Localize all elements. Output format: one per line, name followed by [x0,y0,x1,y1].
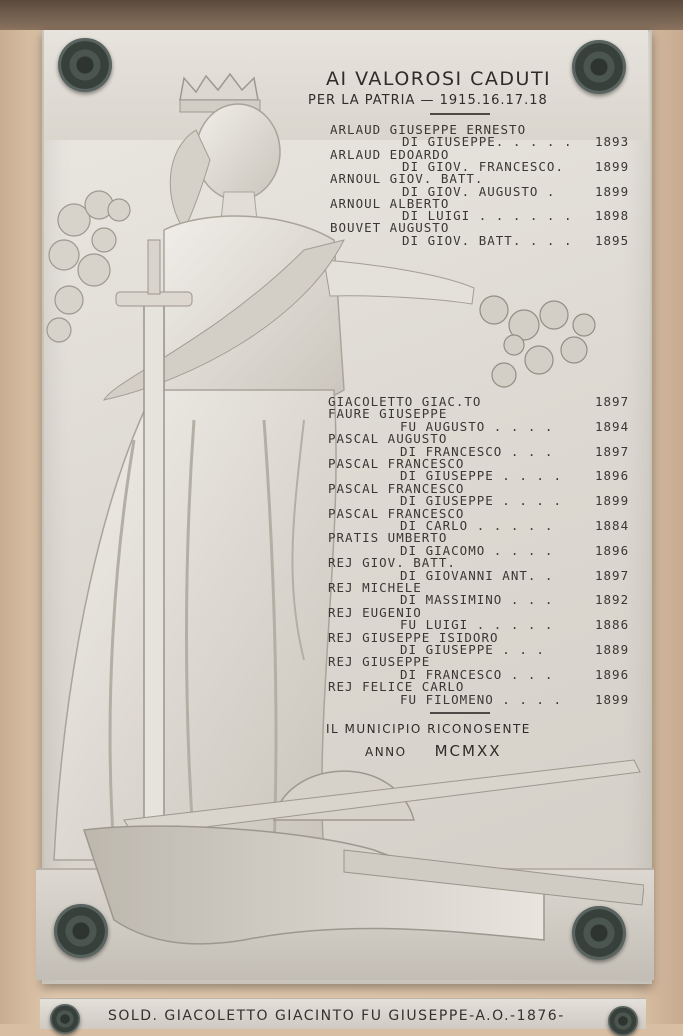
rosette-bottom-right [572,906,626,960]
lower-plaque-text: SOLD. GIACOLETTO GIACINTO FU GIUSEPPE-A.O.-1876- [108,1008,565,1024]
parent-line: DI GIUSEPPE . . . . [400,493,562,509]
birth-year: 1896 [595,666,630,682]
birth-year: 1884 [595,518,630,533]
parent-line: DI GIUSEPPE . . . [400,642,545,657]
parent-line: DI GIOV. AUGUSTO . [402,183,556,199]
rosette-lower-left [50,1004,80,1034]
parent-line: DI GIACOMO . . . . [400,542,554,558]
name-line: PRATIS UMBERTO [328,530,448,546]
anno-label: ANNO [365,745,407,759]
parent-line: DI GIOV. BATT. . . . [402,232,573,248]
birth-year: 1894 [595,418,630,434]
parent-line: DI LUIGI . . . . . . [402,208,573,224]
name-line: GIACOLETTO GIAC.TO [328,394,482,409]
rosette-top-right [572,40,626,94]
parent-line: FU LUIGI . . . . . [400,617,554,633]
name-line: REJ GIOV. BATT. [328,555,456,571]
birth-year: 1899 [595,493,630,509]
birth-year: 1899 [595,158,630,174]
parent-line: DI GIOV. FRANCESCO. [402,158,564,174]
birth-year: 1896 [595,468,630,484]
footer-rule [430,712,490,714]
birth-year: 1893 [595,134,630,150]
birth-year: 1899 [595,691,630,707]
parent-line: DI GIUSEPPE. . . . . [402,134,573,150]
top-beam [0,0,683,30]
birth-year: 1892 [595,592,630,608]
name-line: ARLAUD GIUSEPPE ERNESTO [330,122,527,137]
name-line: REJ FELICE CARLO [328,679,465,695]
birth-year: 1897 [595,567,630,583]
name-line: REJ GIUSEPPE [328,654,431,670]
birth-year: 1897 [595,394,630,409]
name-line: ARNOUL ALBERTO [330,195,450,211]
name-line: ARLAUD EDOARDO [330,146,450,162]
name-line: FAURE GIUSEPPE [328,406,448,422]
name-line: PASCAL AUGUSTO [328,431,448,447]
parent-line: DI FRANCESCO . . . [400,666,554,682]
birth-year: 1897 [595,443,630,459]
name-line: REJ EUGENIO [328,604,422,620]
parent-line: DI CARLO . . . . . [400,518,554,533]
parent-line: DI GIOVANNI ANT. . [400,567,554,583]
inscription-subtitle: PER LA PATRIA — 1915.16.17.18 [308,93,548,108]
inscription-title: AI VALOROSI CADUTI [326,68,552,90]
footer-municipio: IL MUNICIPIO RICONOSENTE [326,722,531,736]
anno-year: MCMXX [434,742,502,760]
parent-line: DI MASSIMINO . . . [400,592,554,608]
birth-year: 1886 [595,617,630,633]
birth-year: 1895 [595,232,630,248]
parent-line: FU FILOMENO . . . . [400,691,562,707]
name-line: BOUVET AUGUSTO [330,220,450,236]
name-line: REJ GIUSEPPE ISIDORO [328,629,499,645]
birth-year: 1896 [595,542,630,558]
parent-line: FU AUGUSTO . . . . [400,418,554,434]
title-rule [430,113,490,115]
rosette-top-left [58,38,112,92]
name-line: PASCAL FRANCESCO [328,480,465,496]
name-line: ARNOUL GIOV. BATT. [330,171,484,187]
parent-line: DI GIUSEPPE . . . . [400,468,562,484]
birth-year: 1899 [595,183,630,199]
rosette-bottom-left [54,904,108,958]
birth-year: 1889 [595,642,630,657]
name-line: PASCAL FRANCESCO [328,505,465,521]
rosette-lower-right [608,1006,638,1036]
footer-anno [365,742,502,760]
name-line: PASCAL FRANCESCO [328,456,465,471]
name-line: REJ MICHELE [328,580,422,595]
parent-line: DI FRANCESCO . . . [400,443,554,459]
birth-year: 1898 [595,208,630,224]
